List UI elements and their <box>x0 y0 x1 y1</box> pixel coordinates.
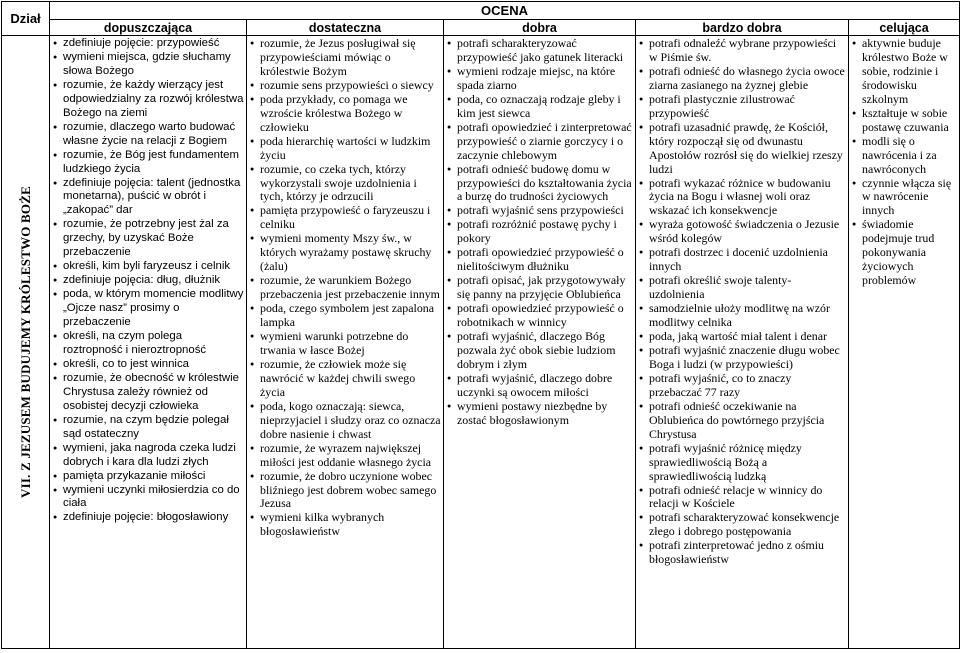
requirement-item: ● rozumie, że wyrazem największej miłości jest oddanie własnego życia <box>250 442 441 470</box>
section-title: VII. Z JEZUSEM BUDUJEMY KRÓLESTWO BOŻE <box>17 186 33 498</box>
requirement-item: ● wymieni uczynki miłosierdzia co do ciała <box>53 484 244 512</box>
requirement-item: ● potrafi uzasadnić prawdę, że Kościół, który rozpoczął się od dwunastu Apostołów rozrósł się do wielkiej rzeszy ludzi <box>639 121 846 177</box>
requirement-item: ● wymieni miejsca, gdzie słuchamy słowa Bożego <box>53 51 244 79</box>
requirement-item: ● poda, kogo oznaczają: siewca, nieprzyjaciel i słudzy oraz co oznacza dobre nasienie i chwast <box>250 400 441 442</box>
grade-header-dobra: dobra <box>444 20 636 36</box>
requirement-item: ● potrafi plastycznie zilustrować przypowieść <box>639 93 846 121</box>
column-dostateczna <box>247 36 444 649</box>
requirement-item: ● rozumie, że obecność w królestwie Chrystusa zależy również od osobistej decyzji człowieka <box>53 372 244 414</box>
requirement-item: ● rozumie, dlaczego warto budować własne życie na relacji z Bogiem <box>53 121 244 149</box>
requirement-item: ● potrafi wyjaśnić, dlaczego Bóg pozwala żyć obok siebie ludziom dobrym i złym <box>447 330 633 372</box>
requirement-item: ● wymieni rodzaje miejsc, na które spada ziarno <box>447 65 633 93</box>
requirement-item: ● rozumie, że Bóg jest fundamentem ludzkiego życia <box>53 149 244 177</box>
requirement-item: ● modli się o nawrócenia i za nawróconych <box>852 135 957 177</box>
requirement-item: ● poda, w którym momencie modlitwy „Ojcze nasz” prosimy o przebaczenie <box>53 288 244 330</box>
requirement-item: ● rozumie, że człowiek może się nawrócić w każdej chwili swego życia <box>250 358 441 400</box>
requirement-item: ● zdefiniuje pojęcie: błogosławiony <box>53 511 244 525</box>
requirement-item: ● kształtuje w sobie postawę czuwania <box>852 107 957 135</box>
grade-header-bardzo-dobra: bardzo dobra <box>636 20 849 36</box>
requirement-item: ● poda, czego symbolem jest zapalona lampka <box>250 302 441 330</box>
requirement-item: ● poda, jaką wartość miał talent i denar <box>639 330 846 344</box>
requirement-item: ● potrafi opowiedzieć przypowieść o robotnikach w winnicy <box>447 302 633 330</box>
requirement-item: ● zdefiniuje pojęcia: dług, dłużnik <box>53 274 244 288</box>
requirement-item: ● samodzielnie ułoży modlitwę na wzór modlitwy celnika <box>639 302 846 330</box>
requirement-item: ● czynnie włącza się w nawrócenie innych <box>852 177 957 219</box>
grading-table <box>1 1 960 649</box>
requirement-item: ● wymieni kilka wybranych błogosławieństw <box>250 511 441 539</box>
requirement-item: ● wyraża gotowość świadczenia o Jezusie wśród kolegów <box>639 218 846 246</box>
requirement-item: ● rozumie, że potrzebny jest żal za grzechy, by uzyskać Boże przebaczenie <box>53 218 244 260</box>
requirement-item: ● poda, co oznaczają rodzaje gleby i kim jest siewca <box>447 93 633 121</box>
requirement-item: ● pamięta przykazanie miłości <box>53 470 244 484</box>
requirement-item: ● określi, co to jest winnica <box>53 358 244 372</box>
requirement-item: ● potrafi rozróżnić postawę pychy i pokory <box>447 218 633 246</box>
requirement-item: ● wymieni momenty Mszy św., w których wyrażamy postawę skruchy (żalu) <box>250 232 441 274</box>
column-bardzo-dobra <box>636 36 849 649</box>
requirement-item: ● wymieni postawy niezbędne by zostać błogosławionym <box>447 400 633 428</box>
requirement-item: ● potrafi wyjaśnić, co to znaczy przebaczać 77 razy <box>639 372 846 400</box>
requirement-item: ● potrafi opisać, jak przygotowywały się panny na przyjęcie Oblubieńca <box>447 274 633 302</box>
requirement-item: ● potrafi odnieść do własnego życia owoce ziarna zasianego na żyznej glebie <box>639 65 846 93</box>
requirement-item: ● potrafi wykazać różnice w budowaniu życia na Bogu i własnej woli oraz wskazać ich konsekwencje <box>639 177 846 219</box>
requirement-item: ● zdefiniuje pojęcia: talent (jednostka monetarna), puścić w obrót i „zakopać” dar <box>53 177 244 219</box>
requirement-item: ● określi, na czym polega roztropność i nieroztropność <box>53 330 244 358</box>
ocena-header: OCENA <box>50 2 960 20</box>
requirement-item: ● potrafi zinterpretować jedno z ośmiu błogosławieństw <box>639 539 846 567</box>
section-cell <box>2 36 50 649</box>
requirement-item: ● potrafi wyjaśnić znaczenie długu wobec Boga i ludzi (w przypowieści) <box>639 344 846 372</box>
requirement-item: ● rozumie, że Jezus posługiwał się przypowieściami mówiąc o królestwie Bożym <box>250 37 441 79</box>
column-celujaca <box>849 36 960 649</box>
requirement-item: ● potrafi odnieść budowę domu w przypowieści do kształtowania życia a burzę do trudności życiowych <box>447 163 633 205</box>
requirement-item: ● poda hierarchię wartości w ludzkim życiu <box>250 135 441 163</box>
requirement-item: ● poda przykłady, co pomaga we wzroście królestwa Bożego w człowieku <box>250 93 441 135</box>
requirement-item: ● potrafi odnieść oczekiwanie na Oblubieńca do powtórnego przyjścia Chrystusa <box>639 400 846 442</box>
requirement-item: ● potrafi odnaleźć wybrane przypowieści w Piśmie św. <box>639 37 846 65</box>
requirement-item: ● potrafi odnieść relacje w winnicy do relacji w Kościele <box>639 484 846 512</box>
column-dopuszczajaca <box>50 36 247 649</box>
column-dobra <box>444 36 636 649</box>
requirement-item: ● potrafi opowiedzieć i zinterpretować przypowieść o ziarnie gorczycy i o zaczynie chlebowym <box>447 121 633 163</box>
requirement-item: ● rozumie, że każdy wierzący jest odpowiedzialny za rozwój królestwa Bożego na ziemi <box>53 79 244 121</box>
requirement-item: ● określi, kim byli faryzeusz i celnik <box>53 260 244 274</box>
grade-header-dopuszczajaca: dopuszczająca <box>50 20 247 36</box>
requirement-item: ● potrafi określić swoje talenty-uzdolnienia <box>639 274 846 302</box>
requirement-item: ● wymieni, jaka nagroda czeka ludzi dobrych i kara dla ludzi złych <box>53 442 244 470</box>
requirement-item: ● potrafi scharakteryzować przypowieść jako gatunek literacki <box>447 37 633 65</box>
requirement-item: ● potrafi wyjaśnić różnicę między sprawiedliwością Bożą a sprawiedliwością ludzką <box>639 442 846 484</box>
requirement-item: ● rozumie, na czym będzie polegał sąd ostateczny <box>53 414 244 442</box>
requirement-item: ● rozumie, że warunkiem Bożego przebaczenia jest przebaczenie innym <box>250 274 441 302</box>
requirement-item: ● aktywnie buduje królestwo Boże w sobie, rodzinie i środowisku szkolnym <box>852 37 957 107</box>
requirement-item: ● wymieni warunki potrzebne do trwania w łasce Bożej <box>250 330 441 358</box>
requirement-item: ● rozumie, że dobro uczynione wobec bliźniego jest dobrem wobec samego Jezusa <box>250 470 441 512</box>
grade-header-celujaca: celująca <box>849 20 960 36</box>
dzial-header: Dział <box>2 2 50 36</box>
requirement-item: ● świadomie podejmuje trud pokonywania życiowych problemów <box>852 218 957 288</box>
requirement-item: ● pamięta przypowieść o faryzeuszu i celniku <box>250 204 441 232</box>
requirement-item: ● zdefiniuje pojęcie: przypowieść <box>53 37 244 51</box>
grade-header-dostateczna: dostateczna <box>247 20 444 36</box>
requirement-item: ● potrafi wyjaśnić, dlaczego dobre uczynki są owocem miłości <box>447 372 633 400</box>
requirement-item: ● potrafi wyjaśnić sens przypowieści <box>447 204 633 218</box>
requirement-item: ● potrafi dostrzec i docenić uzdolnienia innych <box>639 246 846 274</box>
requirement-item: ● potrafi opowiedzieć przypowieść o nielitościwym dłużniku <box>447 246 633 274</box>
requirement-item: ● rozumie sens przypowieści o siewcy <box>250 79 441 93</box>
requirement-item: ● potrafi scharakteryzować konsekwencje złego i dobrego postępowania <box>639 511 846 539</box>
requirement-item: ● rozumie, co czeka tych, którzy wykorzystali swoje uzdolnienia i tych, którzy je odrzucili <box>250 163 441 205</box>
